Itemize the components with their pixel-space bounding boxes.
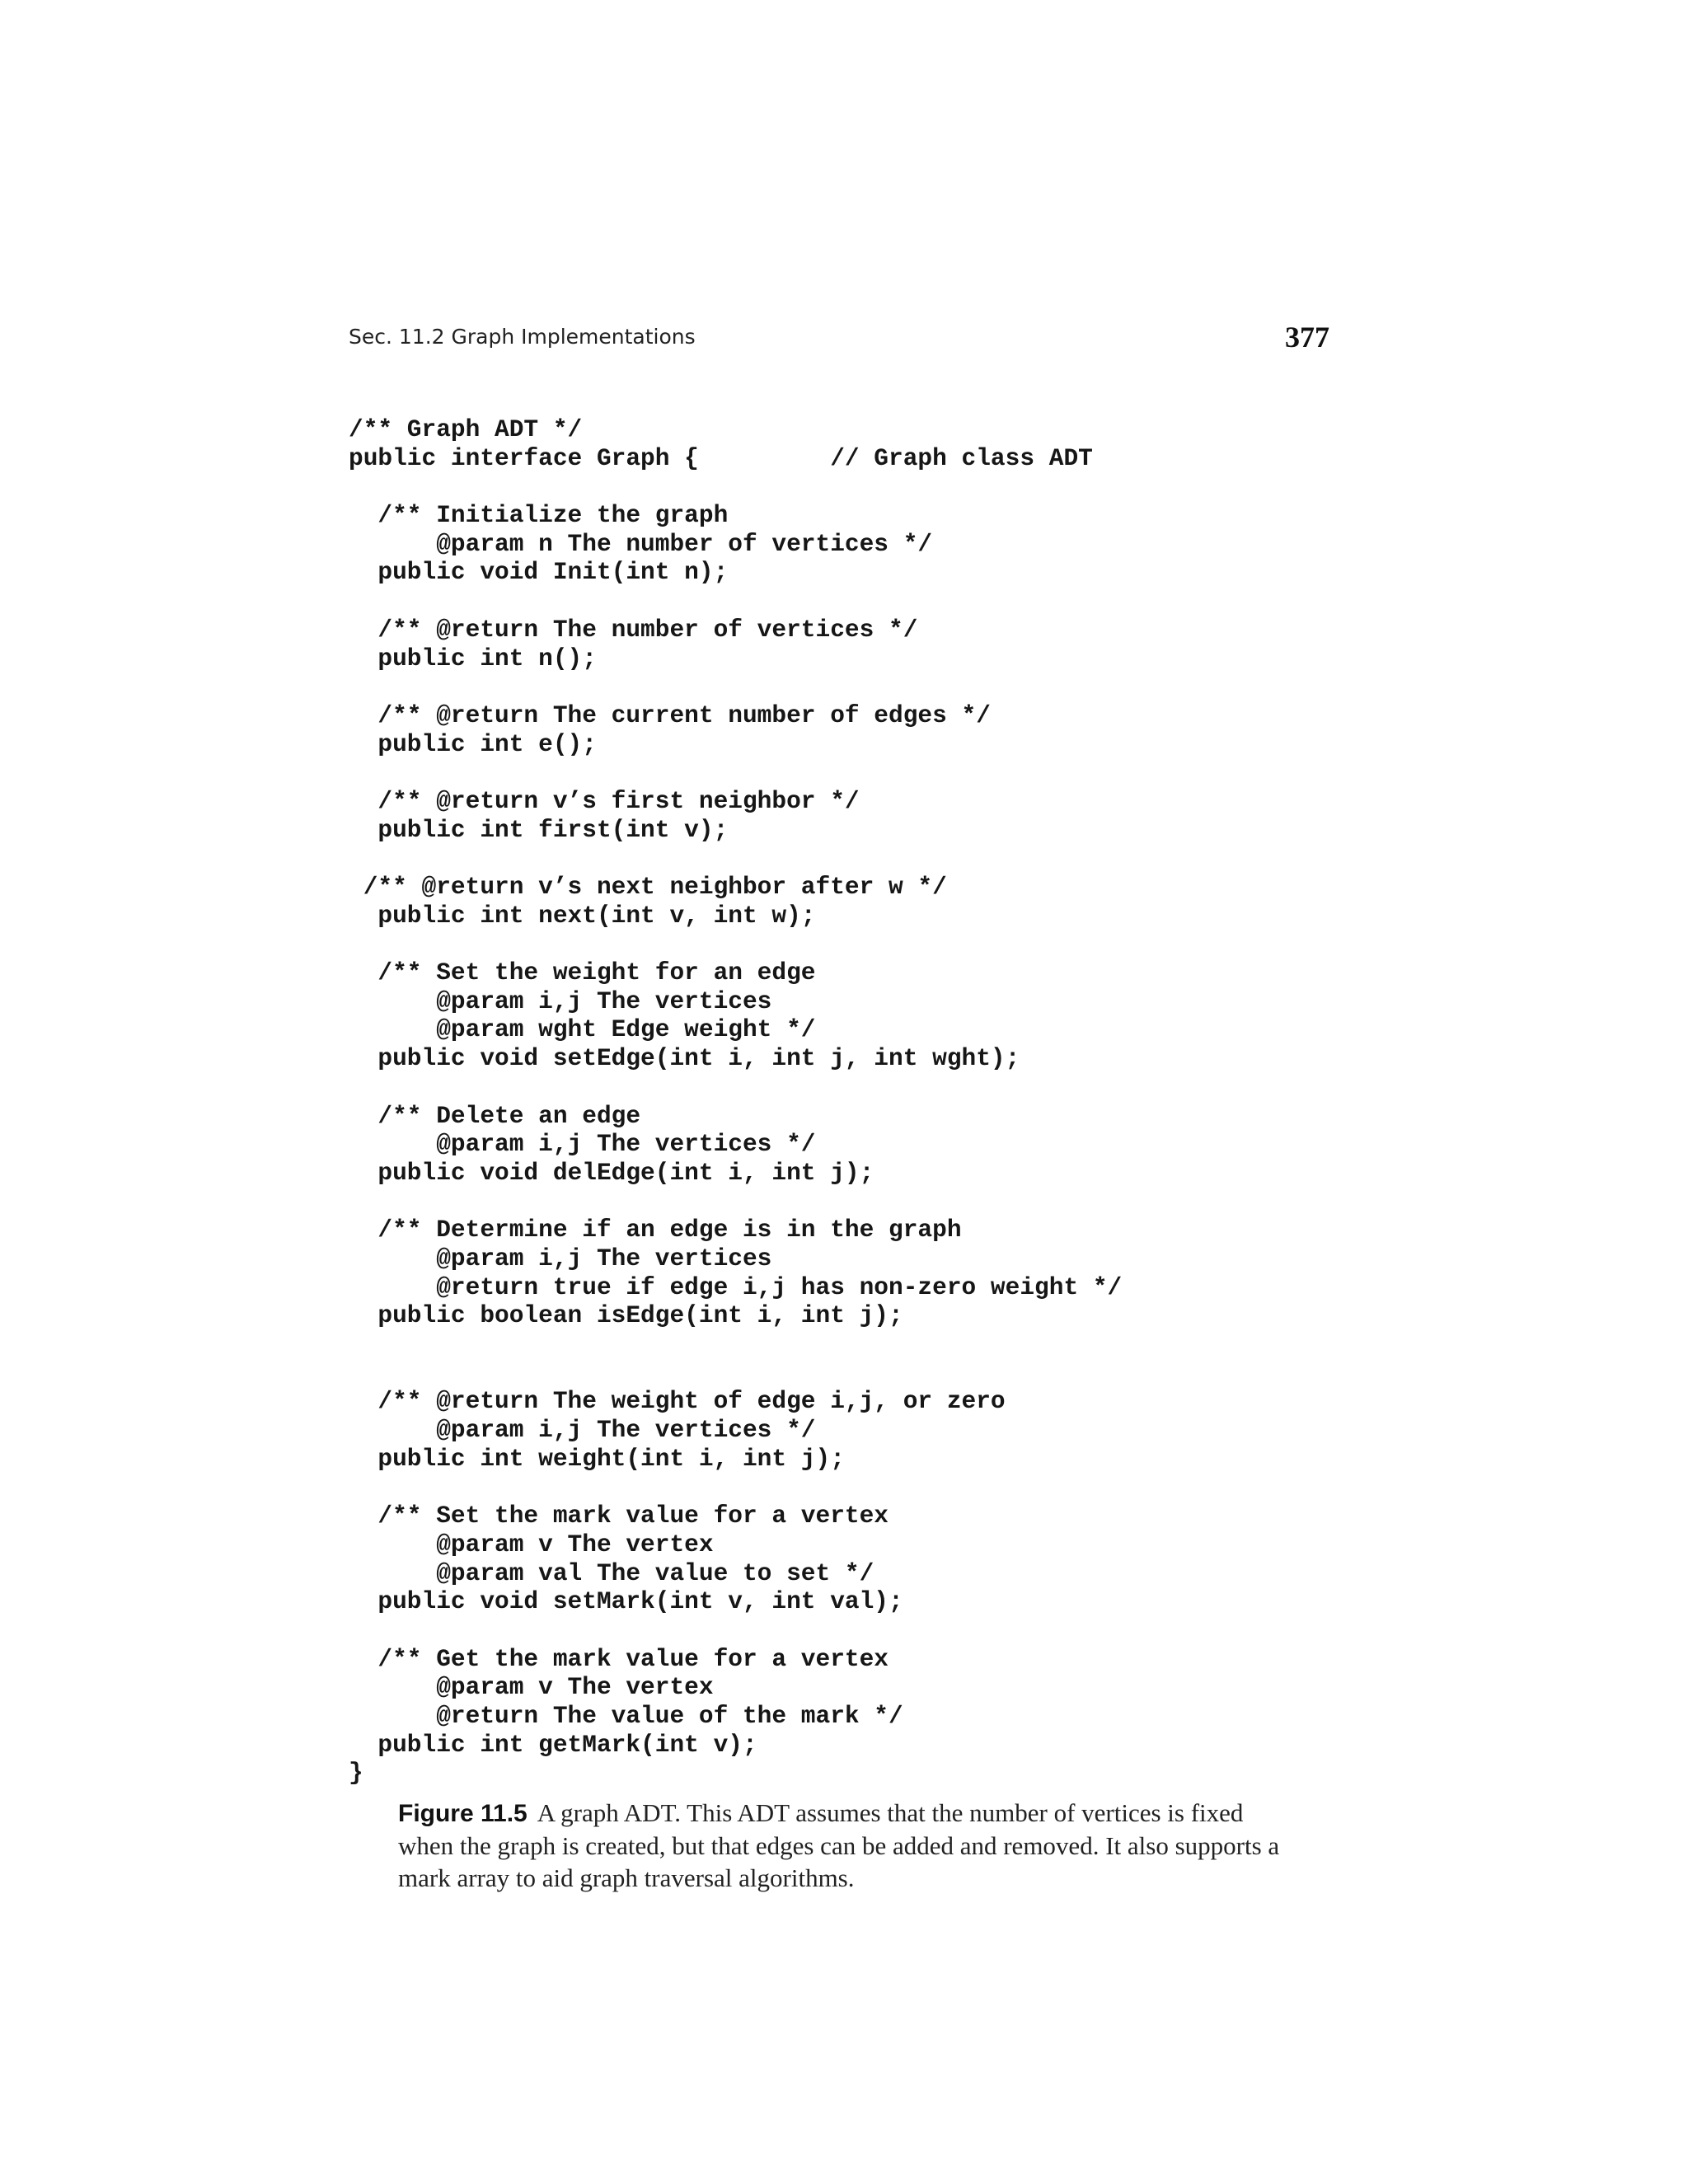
code-line bbox=[349, 930, 1379, 958]
code-line: public interface Graph { // Graph class ADT bbox=[349, 443, 1093, 472]
page-number: 377 bbox=[1285, 321, 1329, 354]
code-line bbox=[349, 587, 1379, 616]
code-line: /** Initialize the graph bbox=[349, 501, 729, 530]
code-line bbox=[349, 758, 1379, 787]
caption-text: A graph ADT. This ADT assumes that the number of vertices is fixed when the graph is created, but that edges can be added and removed. It also supports a mark array to aid graph traversal algorithms. bbox=[398, 1798, 1280, 1892]
code-line: public void setEdge(int i, int j, int wght); bbox=[349, 1044, 1020, 1073]
code-line: public void setMark(int v, int val); bbox=[349, 1587, 903, 1616]
code-line: /** Set the weight for an edge bbox=[349, 958, 816, 987]
code-line: /** Set the mark value for a vertex bbox=[349, 1502, 889, 1530]
code-line: @param i,j The vertices */ bbox=[349, 1130, 816, 1159]
code-line: /** @return The number of vertices */ bbox=[349, 615, 918, 644]
code-line bbox=[349, 844, 1379, 873]
code-line bbox=[349, 1188, 1379, 1216]
code-line: /** @return The current number of edges */ bbox=[349, 701, 991, 729]
code-line: /** Determine if an edge is in the graph bbox=[349, 1216, 962, 1244]
code-line: /** @return The weight of edge i,j, or zero bbox=[349, 1387, 1006, 1416]
code-line: public int e(); bbox=[349, 729, 597, 758]
code-line: /** Get the mark value for a vertex bbox=[349, 1644, 889, 1673]
running-head bbox=[349, 320, 1329, 361]
code-line: public int n(); bbox=[349, 644, 597, 673]
code-line: @param v The vertex bbox=[349, 1673, 714, 1702]
figure-label: Figure 11.5 bbox=[398, 1800, 528, 1827]
code-line: public int getMark(int v); bbox=[349, 1730, 757, 1759]
code-line: } bbox=[349, 1759, 363, 1788]
code-line: @param val The value to set */ bbox=[349, 1558, 874, 1587]
code-line: @param wght Edge weight */ bbox=[349, 1015, 816, 1044]
code-line bbox=[349, 1616, 1379, 1645]
code-line: /** @return v’s first neighbor */ bbox=[349, 786, 860, 815]
code-line: @return true if edge i,j has non-zero weight */ bbox=[349, 1272, 1123, 1301]
code-line bbox=[349, 1073, 1379, 1102]
code-line: public int first(int v); bbox=[349, 815, 729, 844]
code-line: /** Delete an edge bbox=[349, 1101, 641, 1130]
code-line bbox=[349, 1359, 1379, 1388]
code-listing bbox=[349, 415, 1379, 1788]
code-line: @param i,j The vertices bbox=[349, 987, 772, 1015]
code-line: /** Graph ADT */ bbox=[349, 415, 583, 443]
code-line: public int weight(int i, int j); bbox=[349, 1444, 845, 1473]
code-line: public boolean isEdge(int i, int j); bbox=[349, 1301, 903, 1330]
code-line: /** @return v’s next neighbor after w */ bbox=[349, 873, 947, 901]
code-line: public int next(int v, int w); bbox=[349, 901, 816, 930]
code-line bbox=[349, 673, 1379, 701]
code-line: @param i,j The vertices */ bbox=[349, 1416, 816, 1445]
code-line: @return The value of the mark */ bbox=[349, 1701, 903, 1730]
code-line bbox=[349, 1473, 1379, 1502]
code-line bbox=[349, 472, 1379, 501]
code-line: @param v The vertex bbox=[349, 1530, 714, 1558]
code-line: @param i,j The vertices bbox=[349, 1244, 772, 1272]
code-line: public void delEdge(int i, int j); bbox=[349, 1158, 874, 1187]
code-line: @param n The number of vertices */ bbox=[349, 529, 933, 558]
code-line bbox=[349, 1330, 1379, 1359]
code-line: public void Init(int n); bbox=[349, 558, 729, 587]
figure-caption bbox=[398, 1797, 1288, 1894]
section-title: Sec. 11.2 Graph Implementations bbox=[349, 325, 696, 349]
